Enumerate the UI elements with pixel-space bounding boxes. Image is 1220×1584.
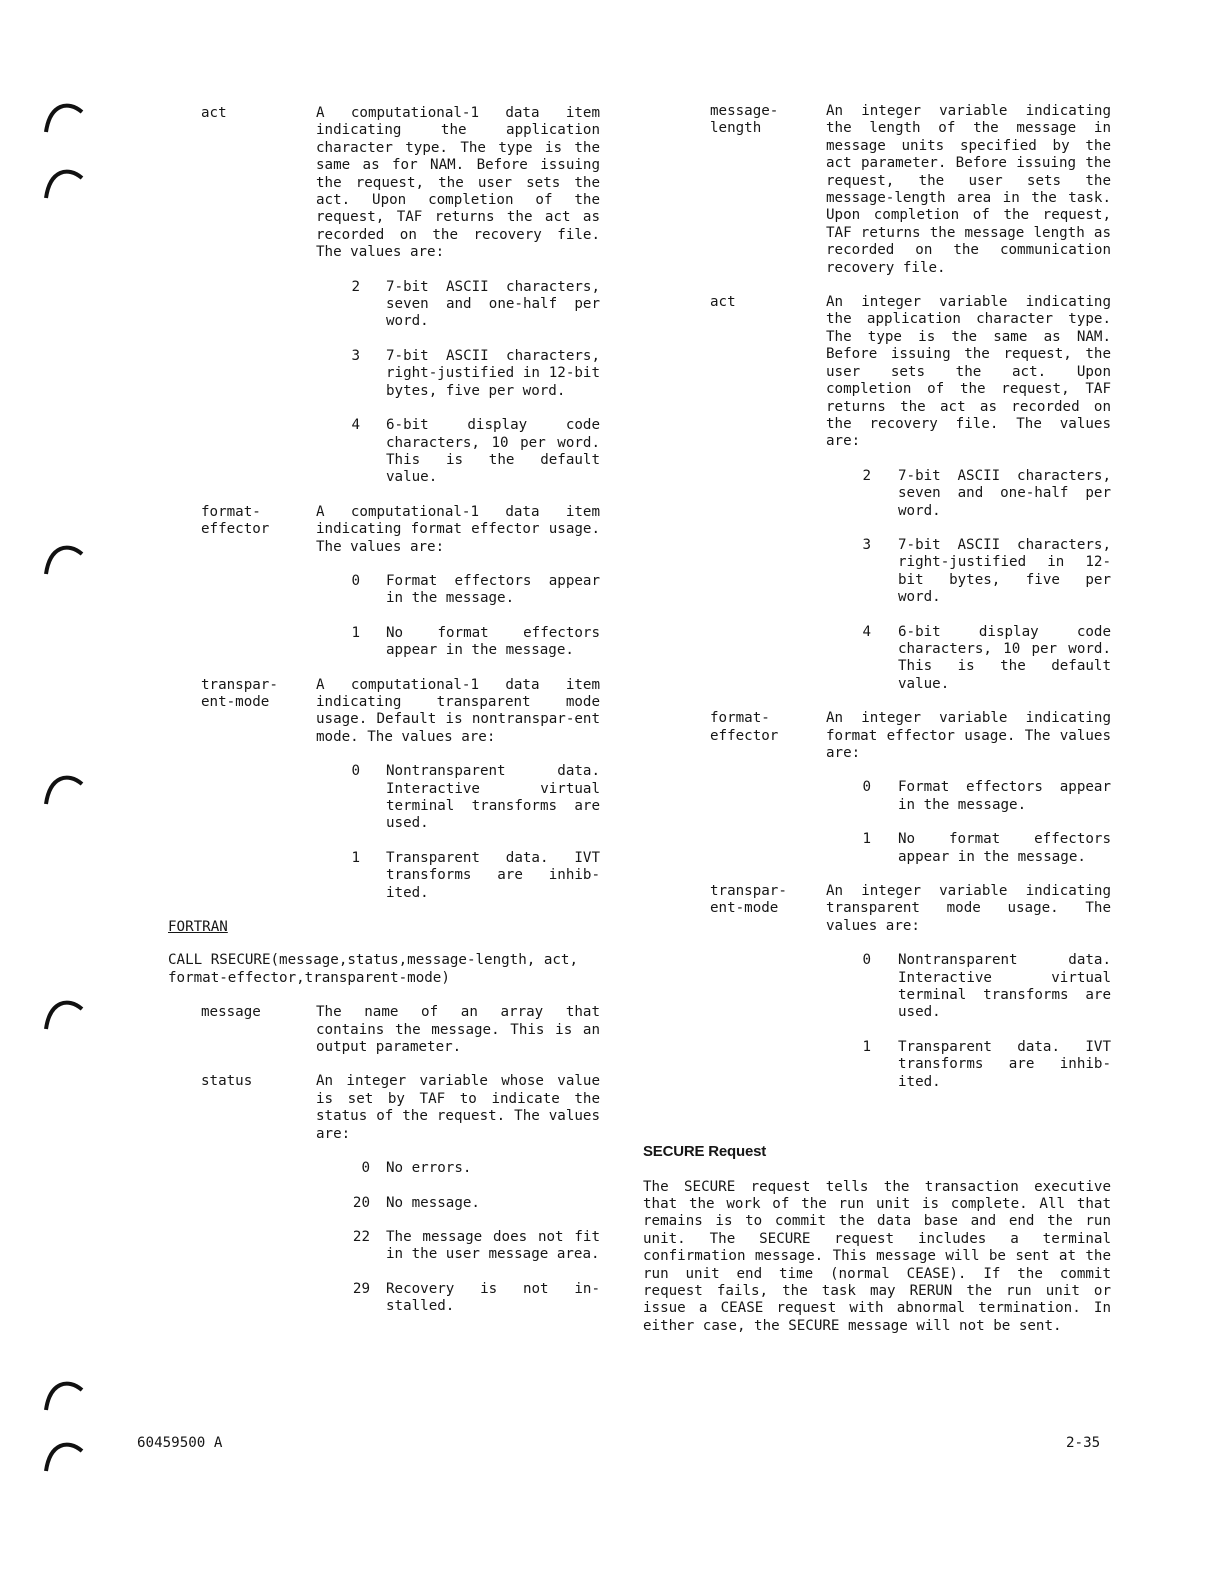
value-text: The message does not fit in the user message area. bbox=[386, 1228, 600, 1263]
param-transparent-mode bbox=[643, 883, 1111, 1091]
param-description: An integer variable indicating the application character type. The type is the same as NAM. Before issuing the request, the user sets the act. Upon completion of the request, TAF returns the act as recorded on the recovery file. The values are: bbox=[826, 294, 1111, 450]
value-text: 7-bit ASCII characters, seven and one-half per word. bbox=[386, 278, 600, 330]
value-code: 22 bbox=[352, 1228, 370, 1245]
param-name: format- effector bbox=[201, 503, 270, 538]
value-code: 3 bbox=[862, 536, 871, 553]
binder-hole bbox=[38, 98, 86, 146]
value-code: 1 bbox=[862, 831, 871, 848]
value-text: Transparent data. IVT transforms are inhib-ited. bbox=[386, 849, 600, 901]
value-text: 7-bit ASCII characters, seven and one-half per word. bbox=[898, 467, 1111, 519]
value-item bbox=[168, 348, 600, 400]
param-description: The name of an array that contains the message. This is an output parameter. bbox=[316, 1004, 600, 1056]
param-name: status bbox=[201, 1073, 253, 1090]
param-name: format- effector bbox=[710, 710, 779, 744]
value-item bbox=[168, 279, 600, 331]
param-description: An integer variable indicating the length of the message in message units specified by the act parameter. Before issuing the request, the user sets the message-length area in the task. Upon completion of the request, TAF returns the message length as recorded on the communication recovery file. bbox=[826, 103, 1111, 276]
call-statement: CALL RSECURE(message,status,message-length, act, format-effector,transparent-mode) bbox=[168, 952, 578, 986]
value-item bbox=[168, 1281, 600, 1316]
value-item bbox=[643, 1039, 1111, 1091]
value-list bbox=[168, 763, 600, 902]
param-format-effector bbox=[643, 710, 1111, 866]
param-status bbox=[168, 1073, 600, 1315]
value-code: 1 bbox=[351, 624, 360, 641]
binder-hole bbox=[38, 1437, 86, 1485]
value-item bbox=[643, 779, 1111, 814]
param-act bbox=[168, 105, 600, 487]
value-code: 3 bbox=[351, 347, 360, 364]
section-heading: SECURE Request bbox=[643, 1143, 767, 1161]
value-item bbox=[643, 624, 1111, 694]
value-text: No format effectors appear in the message. bbox=[898, 831, 1111, 865]
param-format-effector bbox=[168, 504, 600, 660]
value-item bbox=[168, 1195, 600, 1212]
param-name: transpar- ent-mode bbox=[201, 676, 278, 710]
value-code: 1 bbox=[351, 849, 360, 866]
param-act bbox=[643, 294, 1111, 693]
binder-hole bbox=[38, 1376, 86, 1424]
value-text: Format effectors appear in the message. bbox=[386, 572, 600, 607]
param-name: message bbox=[201, 1004, 261, 1021]
value-code: 29 bbox=[352, 1280, 370, 1297]
value-text: Recovery is not in-stalled. bbox=[386, 1280, 600, 1315]
value-list bbox=[168, 1160, 600, 1315]
page-number: 2-35 bbox=[1066, 1435, 1101, 1451]
value-code: 4 bbox=[862, 623, 871, 640]
binder-hole bbox=[38, 995, 86, 1043]
value-item bbox=[168, 850, 600, 902]
value-text: 7-bit ASCII characters, right-justified in 12-bit bytes, five per word. bbox=[386, 347, 600, 399]
value-list bbox=[168, 279, 600, 487]
value-item bbox=[168, 417, 600, 487]
value-code: 2 bbox=[862, 467, 871, 484]
value-text: Format effectors appear in the message. bbox=[898, 779, 1111, 813]
param-description: An integer variable whose value is set by TAF to indicate the status of the request. The values are: bbox=[316, 1073, 600, 1142]
value-text: 7-bit ASCII characters, right-justified in 12-bit bytes, five per word. bbox=[898, 536, 1111, 606]
value-text: No errors. bbox=[386, 1160, 472, 1177]
binder-hole bbox=[38, 164, 86, 212]
binder-hole bbox=[38, 770, 86, 818]
value-list bbox=[168, 573, 600, 660]
param-name: message- length bbox=[710, 103, 779, 137]
value-item bbox=[643, 468, 1111, 520]
value-text: Transparent data. IVT transforms are inhib-ited. bbox=[898, 1038, 1111, 1090]
fortran-heading: FORTRAN bbox=[168, 919, 228, 936]
value-item bbox=[168, 573, 600, 608]
value-code: 0 bbox=[351, 572, 360, 589]
value-code: 2 bbox=[351, 278, 360, 295]
value-text: No format effectors appear in the message. bbox=[386, 624, 600, 659]
param-description: A computational-1 data item indicating transparent mode usage. Default is nontranspar-ent mode. The values are: bbox=[316, 676, 600, 745]
value-item bbox=[643, 537, 1111, 607]
section-body: The SECURE request tells the transaction executive that the work of the run unit is complete. All that remains is to commit the data base and end the run unit. The SECURE request includes a terminal confirmation message. This message will be sent at the run unit end time (normal CEASE). If the commit request fails, the task may RERUN the run unit or issue a CEASE request with abnormal termination. In either case, the SECURE message will not be sent. bbox=[643, 1178, 1111, 1334]
value-text: 6-bit display code characters, 10 per word. This is the default value. bbox=[386, 417, 600, 486]
value-item bbox=[643, 952, 1111, 1022]
value-item bbox=[168, 1229, 600, 1264]
value-text: 6-bit display code characters, 10 per word. This is the default value. bbox=[898, 623, 1111, 692]
value-list bbox=[643, 952, 1111, 1091]
param-message bbox=[168, 1004, 600, 1056]
value-code: 0 bbox=[862, 952, 871, 969]
value-list bbox=[643, 779, 1111, 866]
right-column bbox=[643, 103, 1111, 1335]
left-column bbox=[168, 105, 600, 1333]
value-code: 1 bbox=[862, 1038, 871, 1055]
value-item bbox=[168, 1160, 600, 1177]
param-description: A computational-1 data item indicating the application character type. The type is the same as for NAM. Before issuing the request, the user sets the act. Upon completion of the request, TAF returns the act as recorded on the recovery file. The values are: bbox=[316, 105, 600, 261]
param-description: A computational-1 data item indicating format effector usage. The values are: bbox=[316, 503, 600, 555]
value-item bbox=[168, 625, 600, 660]
value-text: Nontransparent data. Interactive virtual terminal transforms are used. bbox=[898, 952, 1111, 1021]
param-name: act bbox=[201, 105, 227, 121]
param-transparent-mode bbox=[168, 677, 600, 902]
value-code: 0 bbox=[862, 779, 871, 796]
value-code: 20 bbox=[352, 1194, 370, 1211]
param-name: transpar- ent-mode bbox=[710, 883, 787, 917]
binder-hole bbox=[38, 540, 86, 588]
value-item bbox=[643, 831, 1111, 866]
param-description: An integer variable indicating transparent mode usage. The values are: bbox=[826, 883, 1111, 934]
value-code: 0 bbox=[361, 1160, 370, 1177]
value-code: 4 bbox=[351, 417, 360, 434]
value-text: Nontransparent data. Interactive virtual terminal transforms are used. bbox=[386, 763, 600, 832]
value-list bbox=[643, 468, 1111, 693]
param-message-length bbox=[643, 103, 1111, 277]
param-name: act bbox=[710, 294, 736, 311]
document-number: 60459500 A bbox=[137, 1435, 223, 1451]
param-description: An integer variable indicating format effector usage. The values are: bbox=[826, 710, 1111, 761]
value-code: 0 bbox=[351, 763, 360, 780]
value-item bbox=[168, 763, 600, 833]
value-text: No message. bbox=[386, 1194, 480, 1211]
